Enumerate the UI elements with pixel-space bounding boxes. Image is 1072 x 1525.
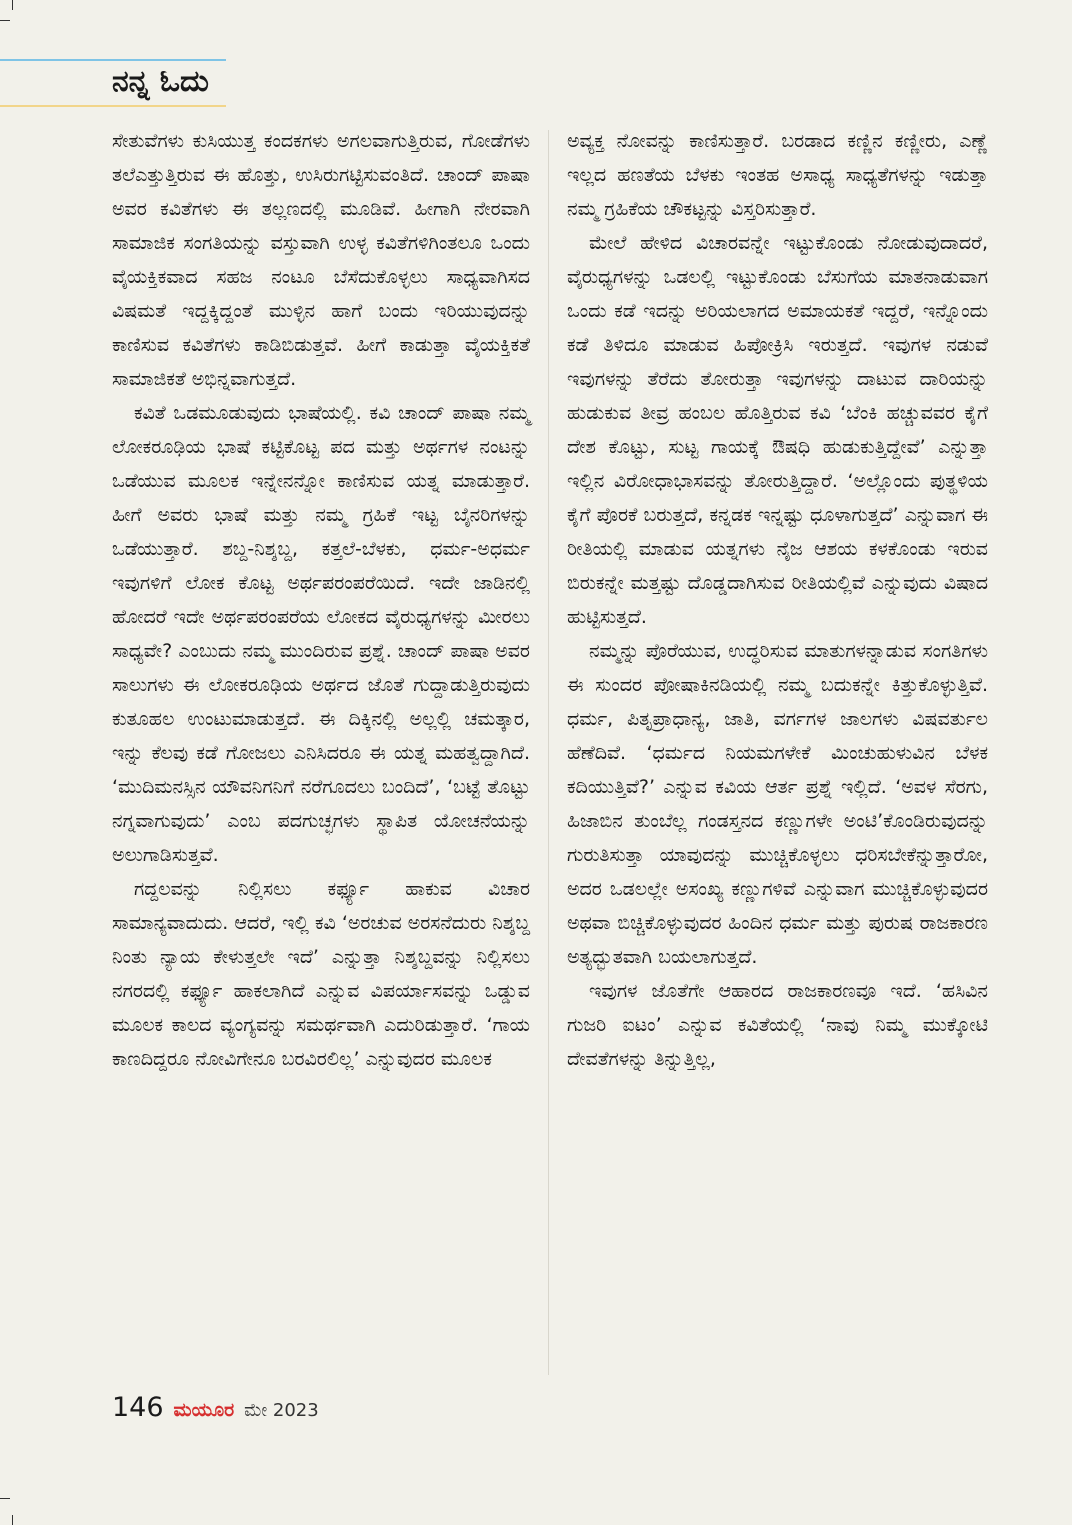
right-column <box>567 124 988 1076</box>
left-column <box>112 124 530 1076</box>
header-rule-bottom <box>0 105 226 107</box>
paragraph: ಕವಿತೆ ಒಡಮೂಡುವುದು ಭಾಷೆಯಲ್ಲಿ. ಕವಿ ಚಾಂದ್ ಪಾಷಾ ನಮ್ಮ ಲೋಕರೂಢಿಯ ಭಾಷೆ ಕಟ್ಟಿಕೊಟ್ಟ ಪದ ಮತ್ತು ಅರ್ಥಗಳ ನಂಟನ್ನು ಒಡೆಯುವ ಮೂಲಕ ಇನ್ನೇನನ್ನೋ ಕಾಣಿಸುವ ಯತ್ನ ಮಾಡುತ್ತಾರೆ. ಹೀಗೆ ಅವರು ಭಾಷೆ ಮತ್ತು ನಮ್ಮ ಗ್ರಹಿಕೆ ಇಟ್ಟ ಬೈನರಿಗಳನ್ನು ಒಡೆಯುತ್ತಾರೆ. ಶಬ್ದ-ನಿಶ್ಶಬ್ದ, ಕತ್ತಲೆ-ಬೆಳಕು, ಧರ್ಮ-ಅಧರ್ಮ ಇವುಗಳಿಗೆ ಲೋಕ ಕೊಟ್ಟ ಅರ್ಥಪರಂಪರೆಯಿದೆ. ಇದೇ ಜಾಡಿನಲ್ಲಿ ಹೋದರೆ ಇದೇ ಅರ್ಥಪರಂಪರೆಯ ಲೋಕದ ವೈರುಧ್ಯಗಳನ್ನು ಮೀರಲು ಸಾಧ್ಯವೇ? ಎಂಬುದು ನಮ್ಮ ಮುಂದಿರುವ ಪ್ರಶ್ನೆ. ಚಾಂದ್ ಪಾಷಾ ಅವರ ಸಾಲುಗಳು ಈ ಲೋಕರೂಢಿಯ ಅರ್ಥದ ಜೊತೆ ಗುದ್ದಾಡುತ್ತಿರುವುದು ಕುತೂಹಲ ಉಂಟುಮಾಡುತ್ತದೆ. ಈ ದಿಕ್ಕಿನಲ್ಲಿ ಅಲ್ಲಲ್ಲಿ ಚಮತ್ಕಾರ, ಇನ್ನು ಕೆಲವು ಕಡೆ ಗೋಜಲು ಎನಿಸಿದರೂ ಈ ಯತ್ನ ಮಹತ್ವದ್ದಾಗಿದೆ. ‘ಮುದಿಮನಸ್ಸಿನ ಯೌವನಿಗನಿಗೆ ನರೆಗೂದಲು ಬಂದಿದೆ’, ‘ಬಟ್ಟೆ ತೊಟ್ಟು ನಗ್ನವಾಗುವುದು’ ಎಂಬ ಪದಗುಚ್ಛಗಳು ಸ್ಥಾಪಿತ ಯೋಚನೆಯನ್ನು ಅಲುಗಾಡಿಸುತ್ತವೆ. <box>112 402 530 866</box>
section-title: ನನ್ನ ಓದು <box>112 64 209 99</box>
header-rule-top <box>0 59 226 61</box>
paragraph: ಸೇತುವೆಗಳು ಕುಸಿಯುತ್ತ ಕಂದಕಗಳು ಅಗಲವಾಗುತ್ತಿರುವ, ಗೋಡೆಗಳು ತಲೆಎತ್ತುತ್ತಿರುವ ಈ ಹೊತ್ತು, ಉಸಿರುಗಟ್ಟಿಸುವಂತಿದೆ. ಚಾಂದ್ ಪಾಷಾ ಅವರ ಕವಿತೆಗಳು ಈ ತಲ್ಲಣದಲ್ಲಿ ಮೂಡಿವೆ. ಹೀಗಾಗಿ ನೇರವಾಗಿ ಸಾಮಾಜಿಕ ಸಂಗತಿಯನ್ನು ವಸ್ತುವಾಗಿ ಉಳ್ಳ ಕವಿತೆಗಳಿಗಿಂತಲೂ ಒಂದು ವೈಯಕ್ತಿಕವಾದ ಸಹಜ ನಂಟೂ ಬೆಸೆದುಕೊಳ್ಳಲು ಸಾಧ್ಯವಾಗಿಸದ ವಿಷಮತೆ ಇದ್ದಕ್ಕಿದ್ದಂತೆ ಮುಳ್ಳಿನ ಹಾಗೆ ಬಂದು ಇರಿಯುವುದನ್ನು ಕಾಣಿಸುವ ಕವಿತೆಗಳು ಕಾಡಿಬಿಡುತ್ತವೆ. ಹೀಗೆ ಕಾಡುತ್ತಾ ವೈಯಕ್ತಿಕತೆ ಸಾಮಾಜಿಕತೆ ಅಭಿನ್ನವಾಗುತ್ತದೆ. <box>112 130 530 390</box>
page-number: 146 <box>112 1392 164 1423</box>
paragraph: ಇವುಗಳ ಜೊತೆಗೇ ಆಹಾರದ ರಾಜಕಾರಣವೂ ಇದೆ. ‘ಹಸಿವಿನ ಗುಜರಿ ಐಟಂ’ ಎನ್ನುವ ಕವಿತೆಯಲ್ಲಿ ‘ನಾವು ನಿಮ್ಮ ಮುಕ್ಕೋಟಿ ದೇವತೆಗಳನ್ನು ತಿನ್ನುತ್ತಿಲ್ಲ, <box>567 980 988 1070</box>
paragraph: ಗದ್ದಲವನ್ನು ನಿಲ್ಲಿಸಲು ಕರ್ಫ್ಯೂ ಹಾಕುವ ವಿಚಾರ ಸಾಮಾನ್ಯವಾದುದು. ಆದರೆ, ಇಲ್ಲಿ ಕವಿ ‘ಅರಚುವ ಅರಸನೆದುರು ನಿಶ್ಶಬ್ದ ನಿಂತು ನ್ಯಾಯ ಕೇಳುತ್ತಲೇ ಇದೆ’ ಎನ್ನುತ್ತಾ ನಿಶ್ಶಬ್ದವನ್ನು ನಿಲ್ಲಿಸಲು ನಗರದಲ್ಲಿ ಕರ್ಫ್ಯೂ ಹಾಕಲಾಗಿದೆ ಎನ್ನುವ ವಿಪರ್ಯಾಸವನ್ನು ಒಡ್ಡುವ ಮೂಲಕ ಕಾಲದ ವ್ಯಂಗ್ಯವನ್ನು ಸಮರ್ಥವಾಗಿ ಎದುರಿಡುತ್ತಾರೆ. ‘ಗಾಯ ಕಾಣದಿದ್ದರೂ ನೋವಿಗೇನೂ ಬರವಿರಲಿಲ್ಲ’ ಎನ್ನುವುದರ ಮೂಲಕ <box>112 878 530 1070</box>
page-footer <box>112 1392 319 1428</box>
crop-mark <box>0 20 10 21</box>
magazine-name: ಮಯೂರ <box>173 1399 235 1421</box>
crop-mark <box>12 0 13 10</box>
paragraph: ಅವ್ಯಕ್ತ ನೋವನ್ನು ಕಾಣಿಸುತ್ತಾರೆ. ಬರಡಾದ ಕಣ್ಣಿನ ಕಣ್ಣೀರು, ಎಣ್ಣೆ ಇಲ್ಲದ ಹಣತೆಯ ಬೆಳಕು ಇಂತಹ ಅಸಾಧ್ಯ ಸಾಧ್ಯತೆಗಳನ್ನು ಇಡುತ್ತಾ ನಮ್ಮ ಗ್ರಹಿಕೆಯ ಚೌಕಟ್ಟನ್ನು ವಿಸ್ತರಿಸುತ್ತಾರೆ. <box>567 130 988 220</box>
paragraph: ನಮ್ಮನ್ನು ಪೊರೆಯುವ, ಉದ್ಧರಿಸುವ ಮಾತುಗಳನ್ನಾಡುವ ಸಂಗತಿಗಳು ಈ ಸುಂದರ ಪೋಷಾಕಿನಡಿಯಲ್ಲಿ ನಮ್ಮ ಬದುಕನ್ನೇ ಕಿತ್ತುಕೊಳ್ಳುತ್ತಿವೆ. ಧರ್ಮ, ಪಿತೃಪ್ರಾಧಾನ್ಯ, ಜಾತಿ, ವರ್ಗಗಳ ಜಾಲಗಳು ವಿಷವರ್ತುಲ ಹೆಣೆದಿವೆ. ‘ಧರ್ಮದ ನಿಯಮಗಳೇಕೆ ಮಿಂಚುಹುಳುವಿನ ಬೆಳಕ ಕದಿಯುತ್ತಿವೆ?’ ಎನ್ನುವ ಕವಿಯ ಆರ್ತ ಪ್ರಶ್ನೆ ಇಲ್ಲಿದೆ. ‘ಅವಳ ಸೆರಗು, ಹಿಜಾಬಿನ ತುಂಬೆಲ್ಲ ಗಂಡಸ್ತನದ ಕಣ್ಣುಗಳೇ ಅಂಟಿ’ಕೊಂಡಿರುವುದನ್ನು ಗುರುತಿಸುತ್ತಾ ಯಾವುದನ್ನು ಮುಚ್ಚಿಕೊಳ್ಳಲು ಧರಿಸಬೇಕೆನ್ನುತ್ತಾರೋ, ಅದರ ಒಡಲಲ್ಲೇ ಅಸಂಖ್ಯ ಕಣ್ಣುಗಳಿವೆ ಎನ್ನುವಾಗ ಮುಚ್ಚಿಕೊಳ್ಳುವುದರ ಅಥವಾ ಬಿಚ್ಚಿಕೊಳ್ಳುವುದರ ಹಿಂದಿನ ಧರ್ಮ ಮತ್ತು ಪುರುಷ ರಾಜಕಾರಣ ಅತ್ಯದ್ಭುತವಾಗಿ ಬಯಲಾಗುತ್ತದೆ. <box>567 640 988 968</box>
paragraph: ಮೇಲೆ ಹೇಳಿದ ವಿಚಾರವನ್ನೇ ಇಟ್ಟುಕೊಂಡು ನೋಡುವುದಾದರೆ, ವೈರುಧ್ಯಗಳನ್ನು ಒಡಲಲ್ಲಿ ಇಟ್ಟುಕೊಂಡು ಬೆಸುಗೆಯ ಮಾತನಾಡುವಾಗ ಒಂದು ಕಡೆ ಇದನ್ನು ಅರಿಯಲಾಗದ ಅಮಾಯಕತೆ ಇದ್ದರೆ, ಇನ್ನೊಂದು ಕಡೆ ತಿಳಿದೂ ಮಾಡುವ ಹಿಪೋಕ್ರಿಸಿ ಇರುತ್ತದೆ. ಇವುಗಳ ನಡುವೆ ಇವುಗಳನ್ನು ತೆರೆದು ತೋರುತ್ತಾ ಇವುಗಳನ್ನು ದಾಟುವ ದಾರಿಯನ್ನು ಹುಡುಕುವ ತೀವ್ರ ಹಂಬಲ ಹೊತ್ತಿರುವ ಕವಿ ‘ಬೆಂಕಿ ಹಚ್ಚುವವರ ಕೈಗೆ ದೇಶ ಕೊಟ್ಟು, ಸುಟ್ಟ ಗಾಯಕ್ಕೆ ಔಷಧಿ ಹುಡುಕುತ್ತಿದ್ದೇವೆ’ ಎನ್ನುತ್ತಾ ಇಲ್ಲಿನ ವಿರೋಧಾಭಾಸವನ್ನು ತೋರುತ್ತಿದ್ದಾರೆ. ‘ಅಲ್ಲೊಂದು ಪುತ್ಥಳಿಯ ಕೈಗೆ ಪೊರಕೆ ಬರುತ್ತದೆ, ಕನ್ನಡಕ ಇನ್ನಷ್ಟು ಧೂಳಾಗುತ್ತದೆ’ ಎನ್ನುವಾಗ ಈ ರೀತಿಯಲ್ಲಿ ಮಾಡುವ ಯತ್ನಗಳು ನೈಜ ಆಶಯ ಕಳಕೊಂಡು ಇರುವ ಬಿರುಕನ್ನೇ ಮತ್ತಷ್ಟು ದೊಡ್ಡದಾಗಿಸುವ ರೀತಿಯಲ್ಲಿವೆ ಎನ್ನುವುದು ವಿಷಾದ ಹುಟ್ಟಿಸುತ್ತದೆ. <box>567 232 988 628</box>
issue-date: ಮೇ 2023 <box>244 1400 319 1421</box>
crop-mark <box>12 1515 13 1525</box>
column-divider <box>548 130 549 1375</box>
crop-mark <box>0 1498 10 1499</box>
